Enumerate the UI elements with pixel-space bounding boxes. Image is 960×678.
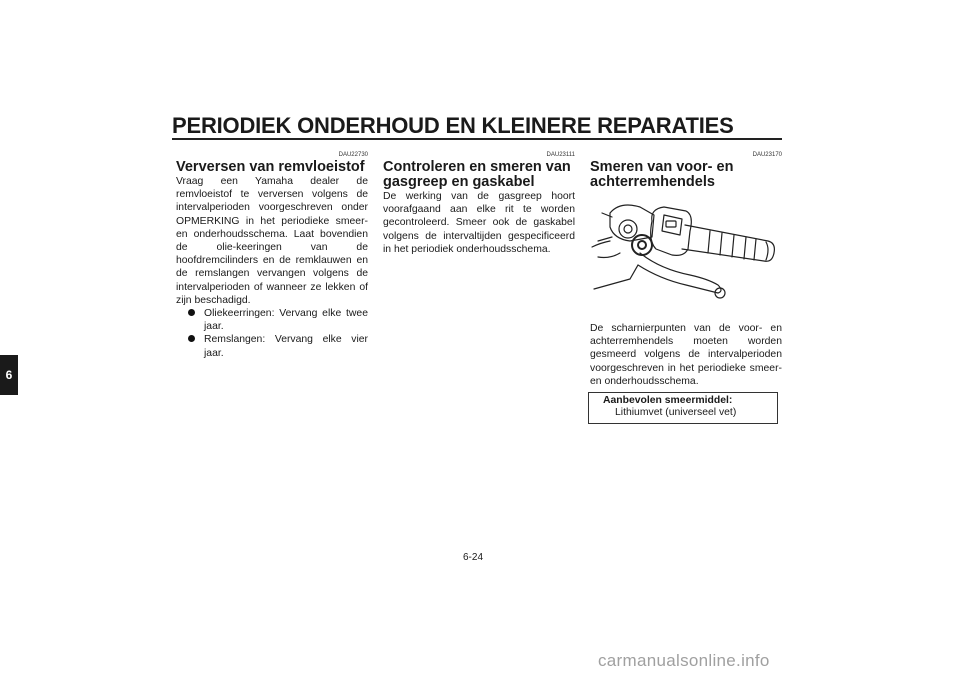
- section-body: Vraag een Yamaha dealer de remvloeistof te verversen volgens de intervalperioden voorgeschreven onder OPMERKING in het periodieke smeer- en onderhoudsschema. Laat bovendien de olie-keeringen van de hoofdremcilinders en de remklauwen en de remslangen vervangen volgens de intervalperioden of wanneer ze lekken of zijn beschadigd.: [176, 176, 368, 306]
- section-heading: Controleren en smeren van gasgreep en gaskabel: [383, 159, 571, 190]
- bullet-icon: [188, 335, 195, 342]
- list-item: Oliekeerringen: Vervang elke twee jaar.: [176, 307, 368, 333]
- section-content: [176, 175, 368, 360]
- section-heading: Smeren van voor- en achterremhendels: [590, 159, 734, 190]
- lubricant-label: Aanbevolen smeermiddel:: [603, 395, 733, 406]
- section-body: De werking van de gasgreep hoort voorafgaand aan elke rit te worden gecontroleerd. Smeer ook de gaskabel volgens de intervaltijden gespecificeerd in het periodiek onderhoudsschema.: [383, 191, 575, 255]
- bullet-list: [176, 307, 368, 360]
- bullet-icon: [188, 309, 195, 316]
- chapter-tab: 6: [0, 355, 18, 395]
- section-code: DAU23170: [752, 152, 782, 158]
- section-code: DAU23111: [546, 152, 575, 158]
- watermark: carmanualsonline.info: [598, 651, 770, 670]
- lubricant-value: Lithiumvet (universeel vet): [615, 407, 737, 418]
- section-code: DAU22730: [338, 152, 368, 158]
- list-item: Remslangen: Vervang elke vier jaar.: [176, 333, 368, 359]
- page-number: 6-24: [463, 552, 484, 563]
- title-rule: [172, 138, 782, 140]
- section-body: De scharnierpunten van de voor- en achterremhendels moeten worden gesmeerd volgens de intervalperioden voorgeschreven in het periodieke smeer- en onderhoudsschema.: [590, 323, 782, 387]
- page-title: PERIODIEK ONDERHOUD EN KLEINERE REPARATIES: [172, 113, 734, 138]
- brake-lever-illustration: [590, 197, 780, 305]
- section-heading: Verversen van remvloeistof: [176, 159, 365, 175]
- lubricant-box: [588, 392, 778, 424]
